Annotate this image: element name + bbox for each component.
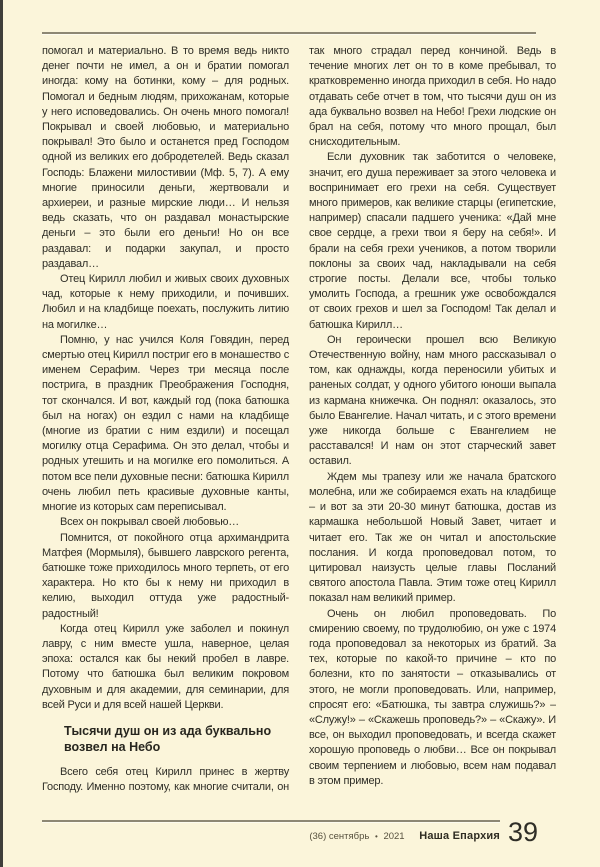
paragraph: Помню, у нас учился Коля Говядин, перед смертью отец Кирилл постриг его в монашество с именем Серафим. Через три месяца после пострига, в праздник Преображения Господня, тот скончался. И вот, каждый год (пока батюшка был на ногах) он ездил с нами на кладбище (многие из братии с ним ездили) и посещал могилку отца Серафима. Он это делал, чтобы и родных утешить и на могилке его помолиться. А потом все пели духовные песни: батюшка Кирилл очень любил петь красивые духовные канты, многие из которых сам переписывал. — [42, 333, 289, 514]
paragraph: Очень он любил проповедовать. По смирению своему, по трудолюбию, он уже с 1974 года проповедовал за некоторых из братий. За тех, которые по какой-то причине – кто по болезни, кто по занятости – отказывались от этого, не могли проповедовать. Или, например, спросят его: «Батюшка, ты завтра служишь?» – «Служу!» – «Скажешь проповедь?» – «Скажу». И все, он выходил проповедовать, и всегда скажет хорошую проповедь о любви… Все он покрывал своим терпением и любовью, всем нам подавал в этом пример. — [309, 607, 556, 787]
paragraph: Когда отец Кирилл уже заболел и покинул лавру, с ним вместе ушла, наверное, целая эпоха: остался как бы некий пробел в лавре. Потому что батюшка был великим покровом духовным и для академии, для семинарии, для всей Руси и для всей нашей Церкви. — [42, 622, 289, 711]
footer-year: 2021 — [383, 831, 405, 842]
footer-magazine-title: Наша Епархия — [419, 830, 500, 842]
page-number: 39 — [508, 817, 539, 847]
paragraph: Отец Кирилл любил и живых своих духовных чад, которые к нему приходили, и почивших. Любил и на кладбище поехать, послужить литию на могилке… — [42, 273, 289, 331]
paragraph: помогал и материально. В то время ведь никто денег почти не имел, а он и братии помогал иногда: кому на ботинки, кому – для родных. Помогал и бедным людям, прихожанам, которые у него исповедовались. Он очень много помогал! Покрывал и своей любовью, и материально покрывал! Это было и останется пред Господом одной из великих его добродетелей. Ведь сказал Господь: Блажени милостивии (Мф. 5, 7). А ему многие приносили деньги, жертвовали и архиереи, и разные мирские люди… И нельзя ведь сказать, что он раздавал монастырские деньги – это были его деньги! Но он все раздавал: и подарки закупал, и просто раздавал… — [42, 45, 289, 270]
paragraph: Всех он покрывал своей любовью… — [60, 516, 240, 529]
page-left-edge — [0, 0, 3, 867]
paragraph: Всего себя отец Кирилл принес в жертву Господу. Именно поэтому, как многие считали, он так много страдал перед кончиной. Ведь в течение многих лет он то в коме пребывал, то кратковременно иногда приходил в себя. Но надо отдавать себе отчет в том, что тысячи душ он из ада буквально возвел на Небо! Грехи людские он брал на себя, потому что много прощал, был снисходительным. — [42, 45, 556, 794]
paragraph: Помнится, от покойного отца архимандрита Матфея (Мормыля), бывшего лаврского регента, батюшке тоже приходилось много терпеть, от его характера. Но кто бы к нему ни приходил в келию, выходил оттуда уже радостный-радостный! — [42, 531, 289, 620]
footer-rule — [42, 820, 500, 822]
top-rule — [42, 32, 536, 34]
footer-issue: (36) сентябрь — [309, 831, 370, 842]
paragraph: Если духовник так заботится о человеке, значит, его душа переживает за этого человека и воспринимает его грехи на себя. Существует много примеров, как великие старцы (египетские, например) спасали падшего ученика: «Дай мне свое сердце, а грехи твои я беру на себя!». И брали на себя грехи учеников, а потом творили поклоны за своих чад, накладывали на себя строгие посты. Делали все, чтобы только умолить Господа, а грешник уже освобождался от своих грехов и шел за Господом! Так делал и батюшка Кирилл… — [309, 151, 556, 331]
paragraph: Он героически прошел всю Великую Отечественную войну, нам много рассказывал о том, как однажды, когда переносили убитых и раненых солдат, у одного убитого юноши выпала из кармана книжечка. Он поднял: оказалось, это было Евангелие. Начал читать, и с этого времени уже никогда больше с Евангелием не расставался! И нам он этот старческий завет оставил. — [309, 333, 556, 468]
footer-bullet-icon: • — [374, 832, 378, 841]
section-heading: Тысячи душ он из ада буквально возвел на Небо — [64, 723, 272, 755]
paragraph: Ждем мы трапезу или же начала братского молебна, или же собираемся ехать на кладбище – и вот за эти 20-30 минут батюшка, достав из кармашка небольшой Новый Завет, читает и читает его. Так же он читал и апостольские послания. И когда проповедовал потом, то цитировал наизусть целые главы Посланий святого апостола Павла. Этим тоже отец Кирилл показал нам великий пример. — [309, 470, 556, 605]
footer-issue-line — [42, 830, 500, 842]
article-body — [42, 44, 556, 810]
